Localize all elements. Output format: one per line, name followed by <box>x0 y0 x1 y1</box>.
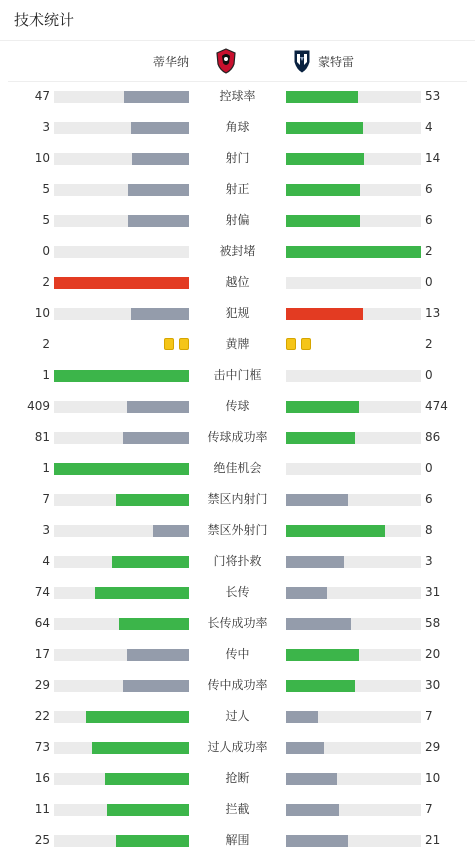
away-stat-value: 6 <box>425 492 433 506</box>
home-stat-bar <box>54 246 189 258</box>
away-team[interactable] <box>292 41 354 81</box>
away-stat-bar-fill <box>286 773 337 785</box>
home-stat-value: 409 <box>27 399 50 413</box>
away-stat-value: 474 <box>425 399 448 413</box>
stat-row <box>0 205 475 236</box>
away-stat-bar-fill <box>286 525 385 537</box>
away-stat-bar <box>286 587 421 599</box>
home-stat-bar-fill <box>131 122 189 134</box>
away-stat-value: 4 <box>425 120 433 134</box>
away-stat-value: 31 <box>425 585 441 599</box>
away-stat-bar <box>286 556 421 568</box>
home-stat-bar <box>54 91 189 103</box>
stat-label: 长传 <box>225 585 250 599</box>
stat-row <box>0 546 475 577</box>
away-stat-value: 14 <box>425 151 441 165</box>
home-stat-bar-fill <box>127 649 189 661</box>
home-stat-bar-fill <box>131 308 189 320</box>
home-team[interactable] <box>153 41 237 81</box>
home-stat-bar <box>54 525 189 537</box>
stat-row <box>0 112 475 143</box>
away-stat-value: 2 <box>425 337 433 351</box>
away-stat-bar-fill <box>286 711 318 723</box>
home-stat-bar <box>54 587 189 599</box>
home-stat-value: 22 <box>34 709 50 723</box>
away-stat-value: 29 <box>425 740 441 754</box>
stat-label: 抢断 <box>225 771 250 785</box>
home-stat-value: 3 <box>42 120 50 134</box>
home-stat-value: 17 <box>34 647 50 661</box>
away-stat-bar <box>286 432 421 444</box>
away-stat-bar <box>286 680 421 692</box>
stat-label: 射偏 <box>225 213 250 227</box>
yellow-card-icon <box>164 338 174 350</box>
home-stat-value: 0 <box>42 244 50 258</box>
home-stat-bar <box>54 494 189 506</box>
stat-label: 犯规 <box>225 306 250 320</box>
home-stat-bar-fill <box>127 401 189 413</box>
away-team-name: 蒙特雷 <box>318 54 355 69</box>
away-stat-value: 10 <box>425 771 441 785</box>
away-stat-value: 6 <box>425 182 433 196</box>
away-stat-bar <box>286 773 421 785</box>
away-stat-bar-fill <box>286 835 348 847</box>
away-stat-bar <box>286 122 421 134</box>
stat-row <box>0 329 475 360</box>
home-stat-bar <box>54 649 189 661</box>
home-stat-bar-fill <box>105 773 189 785</box>
home-stat-value: 74 <box>34 585 50 599</box>
stat-row <box>0 267 475 298</box>
away-stat-bar <box>286 649 421 661</box>
stat-label: 传球 <box>225 399 250 413</box>
away-stat-bar <box>286 153 421 165</box>
home-stat-bar <box>54 680 189 692</box>
home-stat-bar-fill <box>128 184 189 196</box>
away-stat-bar-fill <box>286 184 360 196</box>
home-stat-value: 81 <box>34 430 50 444</box>
home-stat-bar <box>54 773 189 785</box>
away-stat-value: 0 <box>425 368 433 382</box>
home-stat-bar-fill <box>123 432 189 444</box>
teams-header <box>0 41 475 81</box>
stat-row <box>0 670 475 701</box>
away-stat-bar <box>286 91 421 103</box>
stat-row <box>0 608 475 639</box>
stat-row <box>0 639 475 670</box>
home-stat-bar <box>54 401 189 413</box>
yellow-card-icon <box>301 338 311 350</box>
stat-label: 传球成功率 <box>207 430 268 444</box>
home-stat-bar-fill <box>54 463 189 475</box>
stat-row <box>0 453 475 484</box>
away-stat-value: 7 <box>425 709 433 723</box>
stat-row <box>0 515 475 546</box>
stat-row <box>0 577 475 608</box>
away-stat-bar-fill <box>286 153 364 165</box>
away-stat-bar <box>286 463 421 475</box>
stat-label: 解围 <box>225 833 250 847</box>
home-stat-bar-fill <box>116 835 189 847</box>
home-stat-bar <box>54 308 189 320</box>
home-stat-bar-fill <box>92 742 189 754</box>
home-stat-value: 1 <box>42 368 50 382</box>
stat-row <box>0 236 475 267</box>
away-stat-value: 8 <box>425 523 433 537</box>
stat-row <box>0 794 475 825</box>
home-stat-bar <box>54 122 189 134</box>
stat-row <box>0 143 475 174</box>
away-stat-bar <box>286 215 421 227</box>
home-stat-bar <box>54 432 189 444</box>
home-stat-value: 4 <box>42 554 50 568</box>
stat-row <box>0 391 475 422</box>
home-stat-value: 7 <box>42 492 50 506</box>
home-stat-value: 2 <box>42 337 50 351</box>
away-yellow-cards <box>286 338 311 350</box>
away-stat-bar-fill <box>286 587 327 599</box>
home-yellow-cards <box>164 338 189 350</box>
away-stat-value: 6 <box>425 213 433 227</box>
tijuana-crest-icon <box>215 48 237 74</box>
away-stat-value: 30 <box>425 678 441 692</box>
home-stat-bar <box>54 804 189 816</box>
home-stat-bar <box>54 184 189 196</box>
home-stat-value: 10 <box>34 151 50 165</box>
away-stat-bar-fill <box>286 804 339 816</box>
away-stat-value: 13 <box>425 306 441 320</box>
home-stat-bar <box>54 711 189 723</box>
away-stat-value: 7 <box>425 802 433 816</box>
home-stat-bar <box>54 277 189 289</box>
stat-label: 禁区内射门 <box>207 492 268 506</box>
home-stat-value: 73 <box>34 740 50 754</box>
page-title: 技术统计 <box>14 11 75 29</box>
away-stat-bar-fill <box>286 618 351 630</box>
away-stat-bar-fill <box>286 432 355 444</box>
away-stat-bar <box>286 711 421 723</box>
away-stat-value: 86 <box>425 430 441 444</box>
away-stat-bar-fill <box>286 401 359 413</box>
away-stat-bar <box>286 401 421 413</box>
home-stat-bar <box>54 370 189 382</box>
home-stat-value: 3 <box>42 523 50 537</box>
stat-label: 长传成功率 <box>207 616 268 630</box>
home-stat-value: 64 <box>34 616 50 630</box>
stat-row <box>0 701 475 732</box>
home-stat-bar-fill <box>119 618 189 630</box>
home-stat-bar-fill <box>128 215 189 227</box>
away-stat-value: 53 <box>425 89 441 103</box>
stat-label: 控球率 <box>219 89 256 103</box>
away-stat-bar-fill <box>286 91 358 103</box>
home-stat-value: 1 <box>42 461 50 475</box>
stat-row <box>0 732 475 763</box>
away-stat-bar <box>286 308 421 320</box>
away-stat-value: 3 <box>425 554 433 568</box>
stat-label: 击中门框 <box>213 368 262 382</box>
away-stat-bar <box>286 184 421 196</box>
home-stat-bar-fill <box>123 680 189 692</box>
home-stat-bar <box>54 215 189 227</box>
away-stat-bar <box>286 494 421 506</box>
stat-label: 被封堵 <box>219 244 256 258</box>
away-stat-bar-fill <box>286 494 348 506</box>
home-stat-bar-fill <box>116 494 189 506</box>
away-stat-value: 2 <box>425 244 433 258</box>
away-stat-bar <box>286 835 421 847</box>
away-stat-bar-fill <box>286 246 421 258</box>
home-stat-value: 16 <box>34 771 50 785</box>
stat-row <box>0 360 475 391</box>
away-stat-value: 0 <box>425 461 433 475</box>
home-stat-bar-fill <box>54 370 189 382</box>
stat-label: 射门 <box>225 151 250 165</box>
home-stat-bar-fill <box>124 91 189 103</box>
home-stat-bar <box>54 742 189 754</box>
stat-label: 越位 <box>225 275 250 289</box>
away-stat-bar-fill <box>286 649 359 661</box>
away-stat-bar-fill <box>286 556 344 568</box>
home-stat-bar <box>54 153 189 165</box>
home-stat-value: 25 <box>34 833 50 847</box>
home-stat-bar-fill <box>54 277 189 289</box>
home-stat-value: 47 <box>34 89 50 103</box>
stat-label: 拦截 <box>225 802 250 816</box>
stats-list <box>0 81 475 856</box>
stat-label: 禁区外射门 <box>207 523 268 537</box>
home-stat-value: 5 <box>42 213 50 227</box>
away-stat-bar-fill <box>286 122 363 134</box>
away-stat-bar-fill <box>286 215 360 227</box>
home-stat-value: 2 <box>42 275 50 289</box>
away-stat-value: 58 <box>425 616 441 630</box>
home-stat-bar-fill <box>132 153 189 165</box>
home-stat-value: 11 <box>34 802 50 816</box>
home-stat-bar-fill <box>107 804 189 816</box>
stat-row <box>0 825 475 856</box>
stat-row <box>0 298 475 329</box>
home-stat-value: 10 <box>34 306 50 320</box>
away-stat-value: 21 <box>425 833 441 847</box>
away-stat-bar <box>286 804 421 816</box>
yellow-card-icon <box>179 338 189 350</box>
away-stat-bar-fill <box>286 680 355 692</box>
stat-label: 传中成功率 <box>207 678 268 692</box>
stat-row <box>0 174 475 205</box>
monterrey-crest-icon <box>292 49 312 73</box>
away-stat-bar <box>286 246 421 258</box>
stat-label: 黄牌 <box>225 337 250 351</box>
home-stat-bar-fill <box>95 587 190 599</box>
away-stat-bar-fill <box>286 308 363 320</box>
home-stat-value: 5 <box>42 182 50 196</box>
home-stat-bar <box>54 618 189 630</box>
away-stat-value: 0 <box>425 275 433 289</box>
away-stat-bar <box>286 742 421 754</box>
stat-label: 传中 <box>225 647 250 661</box>
away-stat-bar-fill <box>286 742 324 754</box>
away-stat-value: 20 <box>425 647 441 661</box>
home-stat-bar-fill <box>112 556 189 568</box>
stat-label: 绝佳机会 <box>213 461 262 475</box>
away-stat-bar <box>286 370 421 382</box>
stat-row <box>0 484 475 515</box>
home-stat-bar <box>54 556 189 568</box>
yellow-card-icon <box>286 338 296 350</box>
home-team-name: 蒂华纳 <box>152 54 189 69</box>
stat-label: 门将扑救 <box>213 554 262 568</box>
home-stat-bar-fill <box>153 525 189 537</box>
stat-label: 过人成功率 <box>207 740 268 754</box>
stat-label: 过人 <box>225 709 250 723</box>
stat-row <box>0 422 475 453</box>
home-stat-value: 29 <box>34 678 50 692</box>
stat-label: 角球 <box>225 120 250 134</box>
away-stat-bar <box>286 277 421 289</box>
stat-row <box>0 763 475 794</box>
away-stat-bar <box>286 618 421 630</box>
stat-row <box>0 81 475 112</box>
home-stat-bar <box>54 463 189 475</box>
away-stat-bar <box>286 525 421 537</box>
home-stat-bar <box>54 835 189 847</box>
home-stat-bar-fill <box>86 711 189 723</box>
stat-label: 射正 <box>225 182 250 196</box>
